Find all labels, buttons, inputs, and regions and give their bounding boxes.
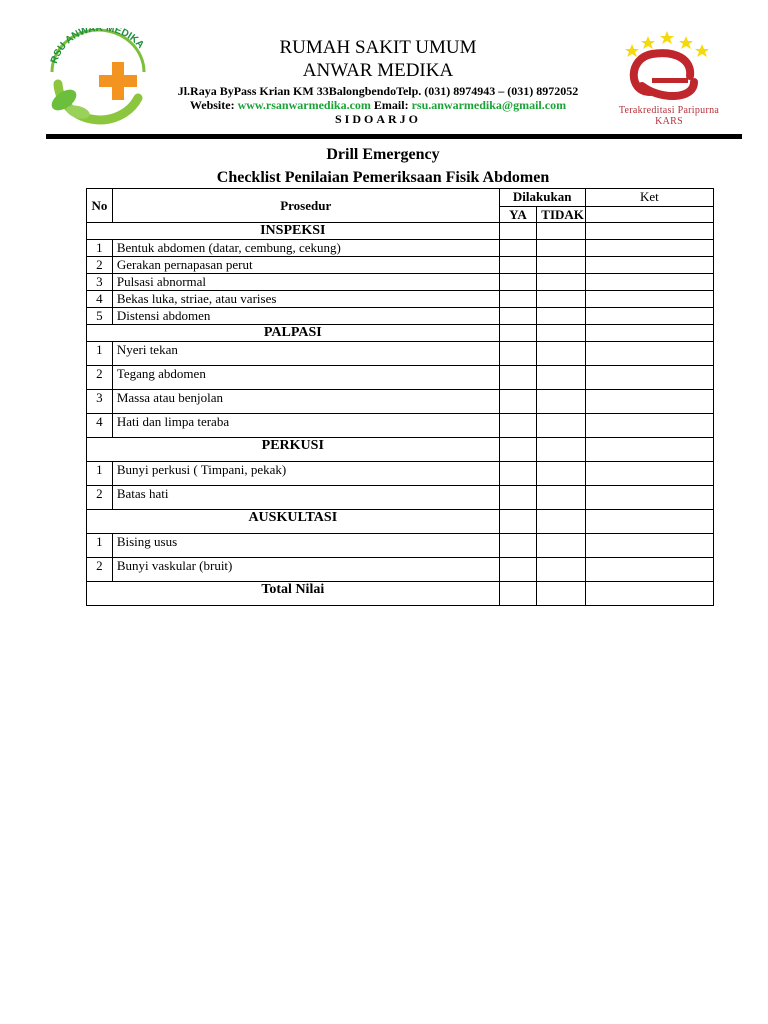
email-link[interactable]: rsu.anwarmedika@gmail.com xyxy=(411,98,567,112)
ket-cell[interactable] xyxy=(585,486,713,510)
hospital-name-line2: ANWAR MEDIKA xyxy=(302,60,454,81)
tidak-cell[interactable] xyxy=(537,390,585,414)
hospital-logo xyxy=(40,28,152,128)
row-number: 4 xyxy=(87,291,113,308)
row-procedure: Batas hati xyxy=(112,486,499,510)
ya-cell[interactable] xyxy=(499,308,537,325)
ya-cell[interactable] xyxy=(499,257,537,274)
row-procedure: Bentuk abdomen (datar, cembung, cekung) xyxy=(112,240,499,257)
tidak-cell[interactable] xyxy=(537,223,585,240)
table-row xyxy=(87,257,714,274)
ket-cell[interactable] xyxy=(585,366,713,390)
row-procedure: Distensi abdomen xyxy=(112,308,499,325)
row-number: 2 xyxy=(87,257,113,274)
contact-line xyxy=(160,98,596,112)
document-title: Drill Emergency xyxy=(326,146,440,163)
header-ya: YA xyxy=(499,207,537,223)
row-procedure: Hati dan limpa teraba xyxy=(112,414,499,438)
document-subtitle: Checklist Penilaian Pemeriksaan Fisik Abdomen xyxy=(216,169,550,186)
table-row xyxy=(87,342,714,366)
ket-cell[interactable] xyxy=(585,438,713,462)
ket-cell[interactable] xyxy=(585,291,713,308)
section-title: PALPASI xyxy=(87,325,500,342)
row-number: 1 xyxy=(87,240,113,257)
tidak-cell[interactable] xyxy=(537,510,585,534)
total-tidak-cell[interactable] xyxy=(537,582,585,606)
section-row-auskultasi xyxy=(87,510,714,534)
row-number: 3 xyxy=(87,390,113,414)
table-row xyxy=(87,291,714,308)
ket-cell[interactable] xyxy=(585,223,713,240)
tidak-cell[interactable] xyxy=(537,308,585,325)
table-row xyxy=(87,366,714,390)
logo-arc-text: RSU ANWAR MEDIKA xyxy=(48,28,146,65)
ya-cell[interactable] xyxy=(499,325,537,342)
header-no: No xyxy=(87,189,113,223)
ya-cell[interactable] xyxy=(499,390,537,414)
section-row-palpasi xyxy=(87,325,714,342)
website-label: Website: xyxy=(189,98,235,112)
table-row xyxy=(87,308,714,325)
row-number: 4 xyxy=(87,414,113,438)
header-prosedur: Prosedur xyxy=(112,189,499,223)
table-row xyxy=(87,486,714,510)
row-number: 1 xyxy=(87,534,113,558)
row-procedure: Bunyi vaskular (bruit) xyxy=(112,558,499,582)
row-number: 1 xyxy=(87,462,113,486)
hospital-name-line1: RUMAH SAKIT UMUM xyxy=(279,37,477,58)
tidak-cell[interactable] xyxy=(537,257,585,274)
row-procedure: Gerakan pernapasan perut xyxy=(112,257,499,274)
accreditation-emblem-icon xyxy=(598,30,740,105)
ket-cell[interactable] xyxy=(585,342,713,366)
ya-cell[interactable] xyxy=(499,534,537,558)
tidak-cell[interactable] xyxy=(537,462,585,486)
row-number: 2 xyxy=(87,558,113,582)
table-row xyxy=(87,240,714,257)
tidak-cell[interactable] xyxy=(537,414,585,438)
ya-cell[interactable] xyxy=(499,414,537,438)
accreditation-caption-line2: KARS xyxy=(655,116,683,127)
ya-cell[interactable] xyxy=(499,240,537,257)
row-procedure: Pulsasi abnormal xyxy=(112,274,499,291)
ket-cell[interactable] xyxy=(585,414,713,438)
ket-cell[interactable] xyxy=(585,308,713,325)
table-row xyxy=(87,534,714,558)
tidak-cell[interactable] xyxy=(537,240,585,257)
table-row xyxy=(87,558,714,582)
hospital-address: Jl.Raya ByPass Krian KM 33BalongbendoTelp. (031) 8974943 – (031) 8972052 xyxy=(177,84,579,98)
letterhead xyxy=(160,36,596,126)
email-label: Email: xyxy=(373,98,409,112)
ket-cell[interactable] xyxy=(585,240,713,257)
accreditation-caption-line1: Terakreditasi Paripurna xyxy=(618,105,720,116)
ya-cell[interactable] xyxy=(499,342,537,366)
ya-cell[interactable] xyxy=(499,510,537,534)
tidak-cell[interactable] xyxy=(537,534,585,558)
header-dilakukan: Dilakukan xyxy=(499,189,585,207)
row-procedure: Tegang abdomen xyxy=(112,366,499,390)
row-number: 1 xyxy=(87,342,113,366)
section-title: PERKUSI xyxy=(87,438,500,462)
ya-cell[interactable] xyxy=(499,462,537,486)
header-tidak: TIDAK xyxy=(537,207,585,223)
ya-cell[interactable] xyxy=(499,291,537,308)
ket-cell[interactable] xyxy=(585,257,713,274)
tidak-cell[interactable] xyxy=(537,342,585,366)
ya-cell[interactable] xyxy=(499,366,537,390)
total-row xyxy=(87,582,714,606)
table-row xyxy=(87,274,714,291)
ya-cell[interactable] xyxy=(499,438,537,462)
header-ket-blank xyxy=(585,207,713,223)
tidak-cell[interactable] xyxy=(537,486,585,510)
table-row xyxy=(87,390,714,414)
ket-cell[interactable] xyxy=(585,534,713,558)
total-ya-cell[interactable] xyxy=(499,582,537,606)
row-number: 3 xyxy=(87,274,113,291)
row-number: 2 xyxy=(87,366,113,390)
total-ket-cell[interactable] xyxy=(585,582,713,606)
section-title: AUSKULTASI xyxy=(87,510,500,534)
checklist-table xyxy=(86,188,714,606)
tidak-cell[interactable] xyxy=(537,366,585,390)
row-procedure: Nyeri tekan xyxy=(112,342,499,366)
table-row xyxy=(87,462,714,486)
ket-cell[interactable] xyxy=(585,510,713,534)
tidak-cell[interactable] xyxy=(537,291,585,308)
accreditation-caption xyxy=(598,105,740,127)
tidak-cell[interactable] xyxy=(537,558,585,582)
header-divider xyxy=(46,134,742,139)
total-label: Total Nilai xyxy=(87,582,500,606)
tidak-cell[interactable] xyxy=(537,438,585,462)
website-link[interactable]: www.rsanwarmedika.com xyxy=(237,98,371,112)
ket-cell[interactable] xyxy=(585,274,713,291)
section-title: INSPEKSI xyxy=(87,223,500,240)
ya-cell[interactable] xyxy=(499,486,537,510)
ket-cell[interactable] xyxy=(585,390,713,414)
tidak-cell[interactable] xyxy=(537,325,585,342)
row-procedure: Bising usus xyxy=(112,534,499,558)
section-row-inspeksi xyxy=(87,223,714,240)
table-row xyxy=(87,414,714,438)
hospital-logo-icon xyxy=(40,28,152,128)
ya-cell[interactable] xyxy=(499,274,537,291)
section-row-perkusi xyxy=(87,438,714,462)
ket-cell[interactable] xyxy=(585,325,713,342)
row-procedure: Bunyi perkusi ( Timpani, pekak) xyxy=(112,462,499,486)
row-procedure: Massa atau benjolan xyxy=(112,390,499,414)
city: SIDOARJO xyxy=(334,112,421,126)
ya-cell[interactable] xyxy=(499,558,537,582)
header-ket: Ket xyxy=(585,189,713,207)
tidak-cell[interactable] xyxy=(537,274,585,291)
row-number: 5 xyxy=(87,308,113,325)
row-number: 2 xyxy=(87,486,113,510)
ket-cell[interactable] xyxy=(585,558,713,582)
row-procedure: Bekas luka, striae, atau varises xyxy=(112,291,499,308)
ya-cell[interactable] xyxy=(499,223,537,240)
ket-cell[interactable] xyxy=(585,462,713,486)
